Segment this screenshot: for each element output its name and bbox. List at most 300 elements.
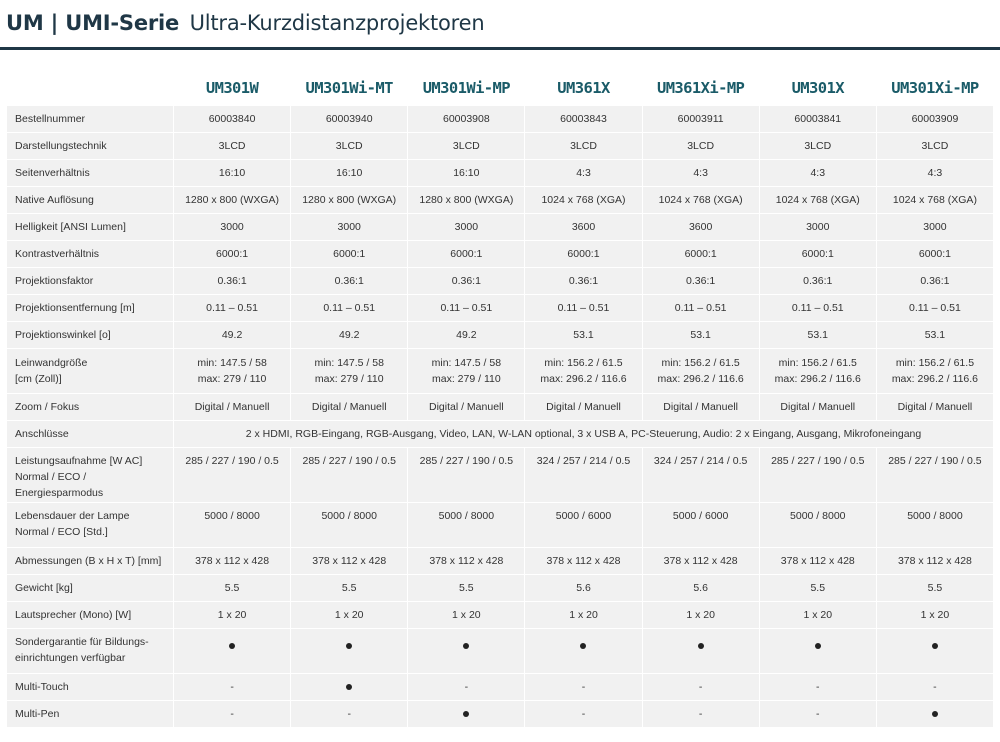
value-cell xyxy=(760,295,876,321)
value-cell xyxy=(643,133,759,159)
cell-text: Digital / Manuell xyxy=(311,401,387,413)
value-cell xyxy=(408,268,524,294)
value-cell xyxy=(525,268,641,294)
value-cell xyxy=(760,503,876,547)
spec-row-zoom-fokus xyxy=(7,394,993,420)
cell-text: 6000:1 xyxy=(216,248,249,260)
cell-text: 0.36:1 xyxy=(803,275,833,287)
row-label xyxy=(7,575,173,601)
value-cell xyxy=(760,268,876,294)
value-cell xyxy=(291,349,407,393)
dash-symbol: - xyxy=(816,708,820,720)
row-label xyxy=(7,674,173,700)
value-cell xyxy=(525,133,641,159)
spec-row-leistungsaufnahme xyxy=(7,448,993,502)
feature-available xyxy=(760,629,876,673)
value-cell xyxy=(174,268,290,294)
cell-text: 49.2 xyxy=(456,329,477,341)
cell-text: Normal / ECO / xyxy=(15,471,87,483)
cell-text: 285 / 227 / 190 / 0.5 xyxy=(771,455,865,467)
model-header-um301xi-mp: UM301Xi-MP xyxy=(877,71,993,105)
value-cell xyxy=(525,575,641,601)
value-cell xyxy=(408,214,524,240)
cell-text: 4:3 xyxy=(810,167,826,179)
row-label xyxy=(7,322,173,348)
value-cell xyxy=(291,241,407,267)
header-divider xyxy=(0,47,1000,50)
cell-text: Digital / Manuell xyxy=(780,401,856,413)
feature-unavailable xyxy=(760,674,876,700)
bullet-icon xyxy=(815,643,821,649)
cell-text: 2 x HDMI, RGB-Eingang, RGB-Ausgang, Video, LAN, W-LAN optional, 3 x USB A, PC-Steuerung, Audio: 2 x Eingang, Ausgang, Mikrofoneingang xyxy=(245,428,922,440)
cell-text: 0.36:1 xyxy=(217,275,247,287)
cell-text: 6000:1 xyxy=(567,248,600,260)
cell-text: 285 / 227 / 190 / 0.5 xyxy=(888,455,982,467)
cell-text: 378 x 112 x 428 xyxy=(546,555,621,567)
value-cell xyxy=(760,575,876,601)
cell-text: 0.36:1 xyxy=(686,275,716,287)
cell-text: 6000:1 xyxy=(801,248,834,260)
value-cell xyxy=(877,503,993,547)
value-cell xyxy=(291,448,407,502)
value-cell xyxy=(760,241,876,267)
dash-symbol: - xyxy=(816,681,820,693)
cell-text: max: 296.2 / 116.6 xyxy=(774,373,861,385)
cell-text: 1 x 20 xyxy=(569,609,598,621)
value-cell xyxy=(643,349,759,393)
feature-unavailable xyxy=(525,701,641,727)
value-cell xyxy=(525,548,641,574)
value-cell xyxy=(643,575,759,601)
cell-text: 5000 / 8000 xyxy=(790,510,846,522)
cell-text: 1 x 20 xyxy=(334,609,364,621)
value-cell xyxy=(525,241,641,267)
value-cell xyxy=(291,602,407,628)
cell-text: 3600 xyxy=(571,221,596,233)
value-cell xyxy=(643,295,759,321)
cell-text: Abmessungen (B x H x T) [mm] xyxy=(15,555,162,567)
model-header-um301w: UM301W xyxy=(174,71,290,105)
cell-text: 0.11 – 0.51 xyxy=(323,302,376,314)
value-cell xyxy=(408,548,524,574)
cell-text: max: 296.2 / 116.6 xyxy=(891,373,979,385)
cell-text: Sondergarantie für Bildungs- xyxy=(15,636,149,648)
cell-text: max: 279 / 110 xyxy=(314,373,384,385)
cell-text: 16:10 xyxy=(218,167,246,179)
value-cell xyxy=(174,602,290,628)
model-header-um301wi-mp: UM301Wi-MP xyxy=(408,71,524,105)
cell-text: 53.1 xyxy=(924,329,946,341)
cell-text: Kontrastverhältnis xyxy=(15,248,100,260)
bullet-icon xyxy=(932,711,938,717)
cell-text: Digital / Manuell xyxy=(663,401,738,413)
cell-text: Projektionswinkel [o] xyxy=(15,329,111,341)
cell-text: min: 156.2 / 61.5 xyxy=(544,357,623,369)
cell-text: max: 296.2 / 116.6 xyxy=(657,373,744,385)
value-cell xyxy=(408,322,524,348)
cell-text: 1024 x 768 (XGA) xyxy=(541,194,626,206)
row-label xyxy=(7,503,173,547)
model-header-um301x: UM301X xyxy=(760,71,876,105)
feature-unavailable xyxy=(877,674,993,700)
value-cell xyxy=(877,241,993,267)
value-cell xyxy=(760,448,876,502)
cell-text: 0.36:1 xyxy=(451,275,481,287)
cell-text: min: 156.2 / 61.5 xyxy=(895,357,975,369)
value-cell xyxy=(408,394,524,420)
feature-available xyxy=(291,674,407,700)
feature-available xyxy=(408,629,524,673)
series-name: UM | UMI-Serie xyxy=(6,11,180,35)
value-cell xyxy=(525,448,641,502)
spec-row-native-aufloesung xyxy=(7,187,993,213)
feature-unavailable xyxy=(174,701,290,727)
value-cell xyxy=(174,394,290,420)
value-cell xyxy=(525,602,641,628)
spec-row-projektionsfaktor xyxy=(7,268,993,294)
value-cell xyxy=(525,187,641,213)
spec-row-darstellungstechnik xyxy=(7,133,993,159)
value-cell xyxy=(408,160,524,186)
value-cell xyxy=(877,575,993,601)
cell-text: 3LCD xyxy=(687,140,715,152)
value-cell xyxy=(291,214,407,240)
cell-text: 3000 xyxy=(337,221,361,233)
cell-text: min: 156.2 / 61.5 xyxy=(661,357,740,369)
cell-text: 1 x 20 xyxy=(217,609,247,621)
cell-text: 60003840 xyxy=(208,113,256,125)
cell-text: 16:10 xyxy=(453,167,480,179)
value-cell xyxy=(877,349,993,393)
feature-unavailable xyxy=(291,701,407,727)
cell-text: Digital / Manuell xyxy=(546,401,621,413)
cell-text: 5000 / 8000 xyxy=(321,510,377,522)
value-cell xyxy=(643,214,759,240)
cell-text: min: 156.2 / 61.5 xyxy=(778,357,857,369)
cell-text: Lautsprecher (Mono) [W] xyxy=(15,609,132,621)
cell-text: 378 x 112 x 428 xyxy=(663,555,738,567)
feature-unavailable xyxy=(408,674,524,700)
value-cell xyxy=(760,602,876,628)
value-cell xyxy=(174,503,290,547)
cell-text: 3000 xyxy=(220,221,244,233)
dash-symbol: - xyxy=(347,708,351,720)
corner-cell xyxy=(7,71,173,105)
value-cell xyxy=(525,106,641,132)
value-cell xyxy=(291,187,407,213)
cell-text: 16:10 xyxy=(336,167,363,179)
cell-text: 1 x 20 xyxy=(686,609,715,621)
feature-unavailable xyxy=(174,674,290,700)
row-label xyxy=(7,241,173,267)
cell-text: 5000 / 6000 xyxy=(555,510,612,522)
value-cell xyxy=(408,295,524,321)
cell-text: 0.11 – 0.51 xyxy=(674,302,727,314)
cell-text: Leistungsaufnahme [W AC] xyxy=(15,455,143,467)
cell-text: 285 / 227 / 190 / 0.5 xyxy=(185,455,279,467)
value-cell xyxy=(291,394,407,420)
value-cell xyxy=(760,106,876,132)
value-cell xyxy=(525,214,641,240)
cell-text: 1280 x 800 (WXGA) xyxy=(185,194,280,206)
row-label xyxy=(7,268,173,294)
cell-text: Digital / Manuell xyxy=(194,401,270,413)
spec-row-leinwandgroesse xyxy=(7,349,993,393)
value-cell xyxy=(174,187,290,213)
model-header-row xyxy=(7,71,993,105)
value-cell xyxy=(408,602,524,628)
value-cell xyxy=(525,349,641,393)
cell-text: Multi-Pen xyxy=(15,708,60,720)
cell-text: 60003843 xyxy=(560,113,607,125)
cell-text: 3600 xyxy=(688,221,713,233)
value-cell xyxy=(291,133,407,159)
cell-text: 0.36:1 xyxy=(920,275,950,287)
value-cell xyxy=(877,268,993,294)
feature-available xyxy=(643,629,759,673)
cell-text: 4:3 xyxy=(576,167,591,179)
cell-text: Lebensdauer der Lampe xyxy=(15,510,130,522)
cell-text: max: 296.2 / 116.6 xyxy=(540,373,627,385)
value-cell xyxy=(408,106,524,132)
cell-text: 5000 / 8000 xyxy=(204,510,260,522)
value-cell xyxy=(877,548,993,574)
cell-text: 6000:1 xyxy=(450,248,483,260)
value-cell xyxy=(760,349,876,393)
cell-text: 0.11 – 0.51 xyxy=(791,302,844,314)
value-cell xyxy=(643,106,759,132)
spec-row-projektionswinkel xyxy=(7,322,993,348)
cell-text: Darstellungstechnik xyxy=(15,140,107,152)
cell-text: 60003908 xyxy=(442,113,490,125)
row-label xyxy=(7,349,173,393)
cell-text: Projektionsfaktor xyxy=(15,275,94,287)
spec-row-multi-pen xyxy=(7,701,993,727)
dash-symbol: - xyxy=(581,681,586,693)
cell-text: Seitenverhältnis xyxy=(15,167,90,179)
spec-table-body xyxy=(7,106,993,727)
cell-text: min: 147.5 / 58 xyxy=(314,357,384,369)
spec-table-header xyxy=(7,71,993,105)
spec-row-lautsprecher xyxy=(7,602,993,628)
value-cell xyxy=(291,548,407,574)
cell-text: Anschlüsse xyxy=(15,428,69,440)
cell-text: 1280 x 800 (WXGA) xyxy=(419,194,514,206)
cell-text: min: 147.5 / 58 xyxy=(431,357,502,369)
value-cell xyxy=(877,394,993,420)
cell-text: 0.36:1 xyxy=(568,275,599,287)
spec-row-sondergarantie xyxy=(7,629,993,673)
cell-text: 0.11 – 0.51 xyxy=(206,302,258,314)
spec-row-bestellnummer xyxy=(7,106,993,132)
feature-available xyxy=(291,629,407,673)
value-cell xyxy=(408,241,524,267)
value-cell xyxy=(643,187,759,213)
value-cell xyxy=(525,322,641,348)
feature-unavailable xyxy=(643,674,759,700)
dash-symbol: - xyxy=(464,681,469,693)
spec-row-lebensdauer xyxy=(7,503,993,547)
cell-text: 53.1 xyxy=(807,329,828,341)
value-cell xyxy=(408,503,524,547)
cell-text: 49.2 xyxy=(221,329,243,341)
value-cell xyxy=(174,133,290,159)
connections-cell xyxy=(174,421,993,447)
value-cell xyxy=(174,322,290,348)
cell-text: max: 279 / 110 xyxy=(197,373,267,385)
value-cell xyxy=(760,214,876,240)
row-label xyxy=(7,602,173,628)
spec-row-abmessungen xyxy=(7,548,993,574)
cell-text: 285 / 227 / 190 / 0.5 xyxy=(302,455,396,467)
spec-table xyxy=(6,70,994,728)
feature-available xyxy=(174,629,290,673)
value-cell xyxy=(643,241,759,267)
cell-text: 378 x 112 x 428 xyxy=(897,555,972,567)
value-cell xyxy=(408,349,524,393)
cell-text: 5.5 xyxy=(341,582,357,594)
value-cell xyxy=(760,548,876,574)
cell-text: 3LCD xyxy=(921,140,949,152)
row-label xyxy=(7,133,173,159)
cell-text: 378 x 112 x 428 xyxy=(312,555,387,567)
model-header-um301wi-mt: UM301Wi-MT xyxy=(291,71,407,105)
value-cell xyxy=(760,394,876,420)
value-cell xyxy=(291,575,407,601)
cell-text: 324 / 257 / 214 / 0.5 xyxy=(653,455,748,467)
cell-text: Multi-Touch xyxy=(15,681,69,693)
cell-text: 0.11 – 0.51 xyxy=(557,302,610,314)
value-cell xyxy=(291,268,407,294)
dash-symbol: - xyxy=(230,708,234,720)
value-cell xyxy=(525,295,641,321)
cell-text: 3000 xyxy=(923,221,947,233)
row-label xyxy=(7,629,173,673)
value-cell xyxy=(174,106,290,132)
row-label xyxy=(7,187,173,213)
cell-text: 1 x 20 xyxy=(920,609,950,621)
page-title xyxy=(6,11,484,35)
dash-symbol: - xyxy=(698,681,703,693)
spec-row-helligkeit xyxy=(7,214,993,240)
cell-text: 1 x 20 xyxy=(452,609,481,621)
feature-available xyxy=(877,701,993,727)
value-cell xyxy=(877,214,993,240)
bullet-icon xyxy=(346,684,352,690)
value-cell xyxy=(408,448,524,502)
value-cell xyxy=(291,503,407,547)
value-cell xyxy=(408,187,524,213)
value-cell xyxy=(643,160,759,186)
cell-text: 6000:1 xyxy=(918,248,951,260)
feature-unavailable xyxy=(643,701,759,727)
cell-text: 5000 / 8000 xyxy=(438,510,495,522)
feature-unavailable xyxy=(760,701,876,727)
spec-row-kontrastverhaeltnis xyxy=(7,241,993,267)
cell-text: 378 x 112 x 428 xyxy=(195,555,270,567)
cell-text: 3LCD xyxy=(570,140,597,152)
value-cell xyxy=(643,602,759,628)
cell-text: 60003841 xyxy=(794,113,842,125)
cell-text: einrichtungen verfügbar xyxy=(15,652,126,664)
cell-text: Gewicht [kg] xyxy=(15,582,73,594)
cell-text: 285 / 227 / 190 / 0.5 xyxy=(419,455,514,467)
bullet-icon xyxy=(463,711,469,717)
value-cell xyxy=(877,322,993,348)
cell-text: 5.5 xyxy=(224,582,240,594)
cell-text: 3LCD xyxy=(452,140,480,152)
value-cell xyxy=(291,106,407,132)
value-cell xyxy=(877,133,993,159)
cell-text: min: 147.5 / 58 xyxy=(197,357,267,369)
model-header-um361xi-mp: UM361Xi-MP xyxy=(643,71,759,105)
cell-text: 3LCD xyxy=(335,140,363,152)
cell-text: Leinwandgröße xyxy=(15,357,88,369)
value-cell xyxy=(408,575,524,601)
cell-text: 3LCD xyxy=(218,140,246,152)
cell-text: 60003911 xyxy=(677,113,724,125)
value-cell xyxy=(174,241,290,267)
spec-row-seitenverhaeltnis xyxy=(7,160,993,186)
cell-text: 0.11 – 0.51 xyxy=(909,302,961,314)
value-cell xyxy=(877,295,993,321)
value-cell xyxy=(291,160,407,186)
feature-available xyxy=(877,629,993,673)
bullet-icon xyxy=(346,643,352,649)
dash-symbol: - xyxy=(933,681,937,693)
cell-text: Native Auflösung xyxy=(15,194,94,206)
value-cell xyxy=(408,133,524,159)
cell-text: 5.5 xyxy=(927,582,943,594)
row-label xyxy=(7,295,173,321)
spec-row-gewicht xyxy=(7,575,993,601)
value-cell xyxy=(174,548,290,574)
value-cell xyxy=(760,322,876,348)
feature-unavailable xyxy=(525,674,641,700)
cell-text: 5.5 xyxy=(459,582,474,594)
value-cell xyxy=(760,160,876,186)
cell-text: 4:3 xyxy=(693,167,708,179)
cell-text: 0.11 – 0.51 xyxy=(440,302,493,314)
value-cell xyxy=(643,503,759,547)
bullet-icon xyxy=(463,643,469,649)
value-cell xyxy=(174,448,290,502)
cell-text: 5.6 xyxy=(693,582,708,594)
cell-text: Normal / ECO [Std.] xyxy=(15,526,108,538)
value-cell xyxy=(174,575,290,601)
row-label xyxy=(7,394,173,420)
cell-text: 60003940 xyxy=(325,113,373,125)
bullet-icon xyxy=(698,643,704,649)
dash-symbol: - xyxy=(581,708,586,720)
value-cell xyxy=(174,160,290,186)
cell-text: 6000:1 xyxy=(333,248,366,260)
row-label xyxy=(7,448,173,502)
cell-text: 1024 x 768 (XGA) xyxy=(775,194,860,206)
row-label xyxy=(7,421,173,447)
spec-row-anschluesse xyxy=(7,421,993,447)
model-header-um361x: UM361X xyxy=(525,71,641,105)
value-cell xyxy=(525,394,641,420)
value-cell xyxy=(525,160,641,186)
value-cell xyxy=(877,160,993,186)
row-label xyxy=(7,214,173,240)
cell-text: 3000 xyxy=(806,221,830,233)
value-cell xyxy=(760,187,876,213)
cell-text: 5000 / 6000 xyxy=(672,510,729,522)
spec-row-multi-touch xyxy=(7,674,993,700)
bullet-icon xyxy=(932,643,938,649)
